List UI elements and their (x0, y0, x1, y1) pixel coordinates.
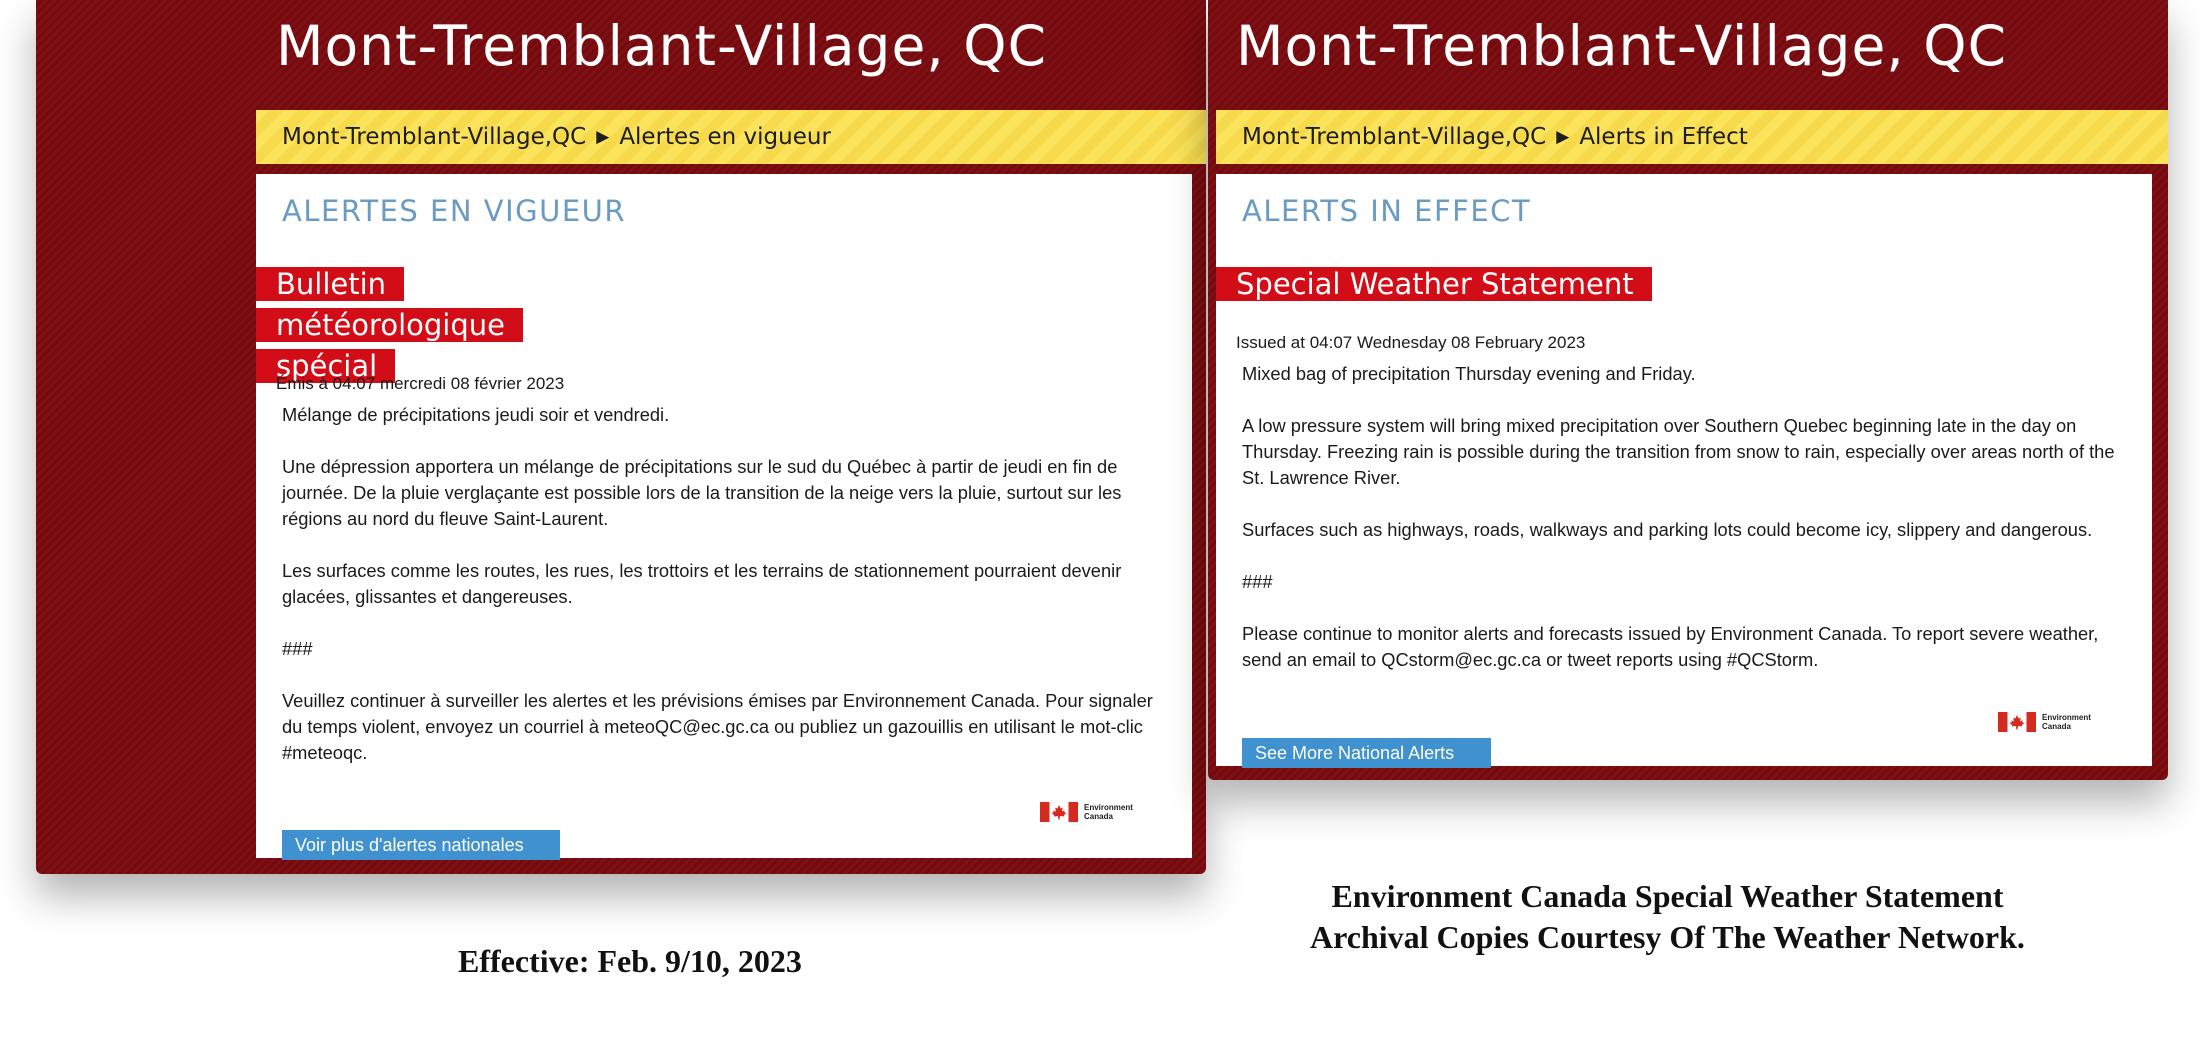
city-title: Mont-Tremblant-Village, QC (276, 14, 1047, 78)
alert-title (256, 264, 616, 387)
issued-timestamp: Émis à 04:07 mercredi 08 février 2023 (276, 374, 565, 393)
alert-title-text: Special Weather Statement (1216, 267, 1652, 301)
environment-canada-logo (1040, 802, 1133, 822)
section-title: ALERTES EN VIGUEUR (282, 194, 627, 228)
more-national-alerts-button[interactable]: See More National Alerts (1242, 738, 1491, 768)
logo-text-line2: Canada (2042, 722, 2071, 731)
alert-card (1216, 174, 2152, 766)
alert-paragraph: Veuillez continuer à surveiller les alertes et les prévisions émises par Environnement Canada. Pour signaler du temps violent, envoyez un courriel à meteoQC@ec.gc.ca ou publiez un gazouillis en utilisant le mot-clic #meteoqc. (282, 690, 1153, 763)
alert-title (1216, 264, 1696, 305)
alert-title-line2: spécial (256, 349, 395, 383)
breadcrumb-current: Alerts in Effect (1579, 124, 1748, 150)
canada-flag-icon (1998, 712, 2036, 732)
alert-body (1242, 361, 2134, 699)
english-alert-window (1208, 0, 2168, 780)
alert-paragraph: A low pressure system will bring mixed precipitation over Southern Quebec beginning late in the day on Thursday. Freezing rain is possible during the transition from snow to rain, especially over areas north of the St. Lawrence River. (1242, 415, 2115, 488)
alert-paragraph: Please continue to monitor alerts and forecasts issued by Environment Canada. To report severe weather, send an email to QCstorm@ec.gc.ca or tweet reports using #QCStorm. (1242, 623, 2099, 670)
logo-text-line1: Environment (1084, 803, 1133, 812)
breadcrumb-location[interactable]: Mont-Tremblant-Village,QC (1242, 124, 1547, 150)
alert-title-line1: Bulletin météorologique (256, 267, 523, 342)
archive-caption-line2: Archival Copies Courtesy Of The Weather Network. (1310, 919, 2025, 955)
alert-paragraph: Mélange de précipitations jeudi soir et vendredi. (282, 404, 670, 425)
alert-paragraph: Mixed bag of precipitation Thursday evening and Friday. (1242, 363, 1696, 384)
alert-paragraph: ### (1242, 571, 1273, 592)
effective-date-caption: Effective: Feb. 9/10, 2023 (458, 943, 802, 979)
french-alert-window (36, 0, 1206, 874)
logo-text-line1: Environment (2042, 713, 2091, 722)
alert-paragraph: Les surfaces comme les routes, les rues, les trottoirs et les terrains de stationnement pourraient devenir glacées, glissantes et dangereuses. (282, 560, 1122, 607)
breadcrumb (1216, 110, 2168, 164)
breadcrumb-location[interactable]: Mont-Tremblant-Village,QC (282, 124, 587, 150)
archive-caption (1310, 876, 2025, 958)
section-title: ALERTS IN EFFECT (1242, 194, 1532, 228)
breadcrumb (256, 110, 1206, 164)
canada-flag-icon (1040, 802, 1078, 822)
logo-text-line2: Canada (1084, 812, 1113, 821)
city-title: Mont-Tremblant-Village, QC (1236, 14, 2007, 78)
alert-paragraph: ### (282, 638, 313, 659)
breadcrumb-current: Alertes en vigueur (619, 124, 831, 150)
play-arrow-icon: ▶ (596, 127, 610, 147)
issued-timestamp: Issued at 04:07 Wednesday 08 February 2023 (1236, 333, 1586, 352)
more-national-alerts-button[interactable]: Voir plus d'alertes nationales (282, 830, 560, 860)
alert-paragraph: Surfaces such as highways, roads, walkways and parking lots could become icy, slippery and dangerous. (1242, 519, 2093, 540)
environment-canada-logo (1998, 712, 2091, 732)
archive-caption-line1: Environment Canada Special Weather Statement (1331, 878, 2004, 914)
alert-paragraph: Une dépression apportera un mélange de précipitations sur le sud du Québec à partir de jeudi en fin de journée. De la pluie verglaçante est possible lors de la transition de la neige vers la pluie, surtout sur les régions au nord du fleuve Saint-Laurent. (282, 456, 1122, 529)
alert-body (282, 402, 1172, 792)
alert-card (256, 174, 1192, 858)
play-arrow-icon: ▶ (1556, 127, 1570, 147)
